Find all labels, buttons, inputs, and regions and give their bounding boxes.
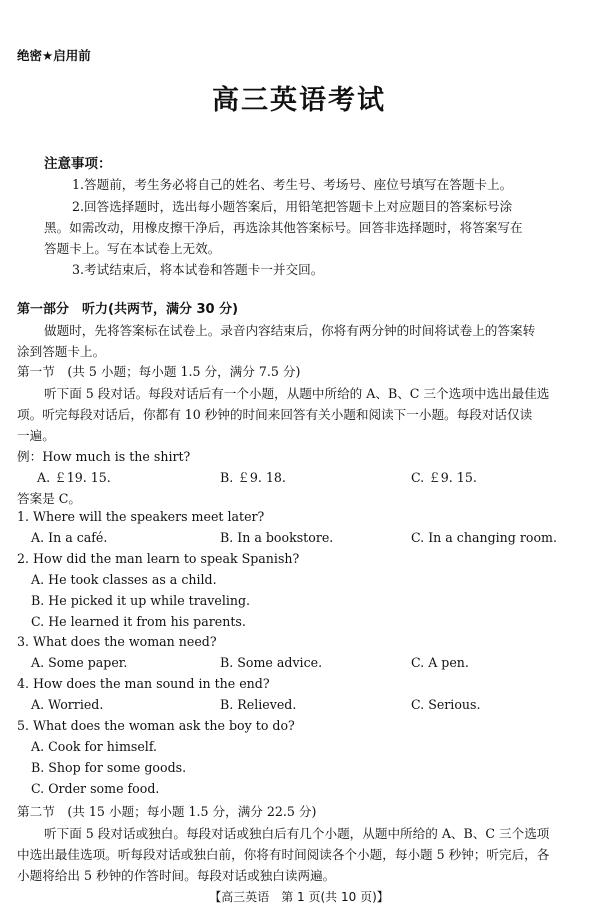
question-3: 3. What does the woman need?: [17, 634, 217, 649]
question-1: 1. Where will the speakers meet later?: [17, 509, 265, 524]
section1-line-1: 听下面 5 段对话。每段对话后有一个小题，从题中所给的 A、B、C 三个选项中选出最佳选: [44, 386, 550, 401]
question-5-option-a: A. Cook for himself.: [31, 739, 158, 754]
notice-item-2-line-2: 黑。如需改动，用橡皮擦干净后，再选涂其他答案标号。回答非选择题时，将答案写在: [44, 220, 523, 235]
question-4: 4. How does the man sound in the end?: [17, 676, 270, 691]
section2-line-2: 中选出最佳选项。听每段对话或独白前，你将有时间阅读各个小题，每小题 5 秒钟；听完后，各: [17, 847, 550, 862]
section2-line-3: 小题将给出 5 秒钟的作答时间。每段对话或独白读两遍。: [17, 868, 336, 883]
confidential-mark: 绝密★启用前: [17, 48, 91, 63]
question-4-option-a: A. Worried.: [31, 697, 104, 712]
section2-line-1: 听下面 5 段对话或独白。每段对话或独白后有几个小题，从题中所给的 A、B、C 三个选项: [44, 826, 550, 841]
notice-item-3: 3.考试结束后，将本试卷和答题卡一并交回。: [72, 262, 324, 277]
notice-item-2-line-1: 2.回答选择题时，选出每小题答案后，用铅笔把答题卡上对应题目的答案标号涂: [72, 199, 513, 214]
part1-intro-line-2: 涂到答题卡上。: [17, 344, 106, 359]
question-2-option-a: A. He took classes as a child.: [31, 572, 217, 587]
page-footer: 【高三英语 第 1 页(共 10 页)】: [209, 890, 389, 904]
question-1-option-b: B. In a bookstore.: [220, 530, 334, 545]
question-3-option-b: B. Some advice.: [220, 655, 323, 670]
example-answer: 答案是 C。: [17, 491, 82, 506]
question-2-option-b: B. He picked it up while traveling.: [31, 593, 251, 608]
question-4-option-b: B. Relieved.: [220, 697, 297, 712]
question-1-option-c: C. In a changing room.: [411, 530, 557, 545]
question-5: 5. What does the woman ask the boy to do?: [17, 718, 295, 733]
page-title: 高三英语考试: [212, 85, 386, 116]
question-2-option-c: C. He learned it from his parents.: [31, 614, 246, 629]
example-question: 例：How much is the shirt?: [17, 449, 191, 464]
question-3-option-c: C. A pen.: [411, 655, 469, 670]
notice-item-1: 1.答题前，考生务必将自己的姓名、考生号、考场号、座位号填写在答题卡上。: [72, 177, 513, 192]
notice-heading: 注意事项：: [44, 156, 112, 172]
question-5-option-b: B. Shop for some goods.: [31, 760, 187, 775]
question-5-option-c: C. Order some food.: [31, 781, 160, 796]
section1-heading: 第一节 (共 5 小题；每小题 1.5 分，满分 7.5 分): [17, 364, 301, 379]
question-2: 2. How did the man learn to speak Spanish?: [17, 551, 300, 566]
part1-heading: 第一部分 听力(共两节，满分 30 分): [17, 302, 239, 317]
question-4-option-c: C. Serious.: [411, 697, 481, 712]
example-option-c: C. ￡9. 15.: [411, 470, 477, 485]
notice-item-2-line-3: 答题卡上。写在本试卷上无效。: [44, 241, 221, 256]
section1-line-3: 一遍。: [17, 428, 55, 443]
question-3-option-a: A. Some paper.: [31, 655, 128, 670]
section2-heading: 第二节 (共 15 小题；每小题 1.5 分，满分 22.5 分): [17, 804, 317, 819]
question-1-option-a: A. In a café.: [31, 530, 108, 545]
section1-line-2: 项。听完每段对话后，你都有 10 秒钟的时间来回答有关小题和阅读下一小题。每段对话仅读: [17, 407, 533, 422]
part1-intro-line-1: 做题时，先将答案标在试卷上。录音内容结束后，你将有两分钟的时间将试卷上的答案转: [44, 323, 536, 338]
example-option-a: A. ￡19. 15.: [37, 470, 111, 485]
example-option-b: B. ￡9. 18.: [220, 470, 286, 485]
